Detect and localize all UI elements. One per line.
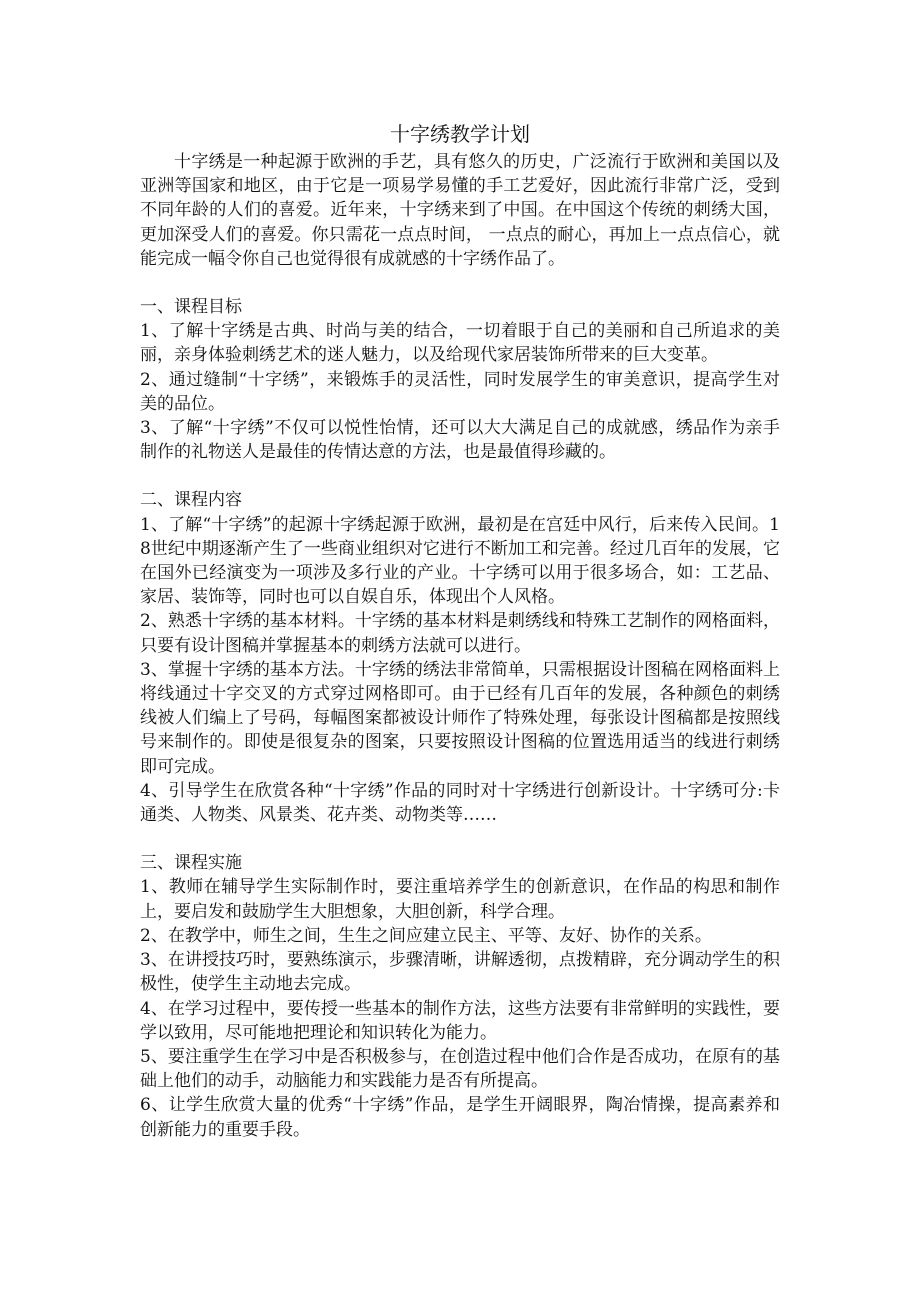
section-heading: 二、课程内容 [140,490,242,511]
document-title: 十字绣教学计划 [390,122,530,146]
list-item: 5、要注重学生在学习中是否积极参与，在创造过程中他们合作是否成功，在原有的基础上他们的动手，动脑能力和实践能力是否有所提高。 [140,1046,780,1092]
intro-paragraph: 十字绣是一种起源于欧洲的手艺，具有悠久的历史，广泛流行于欧洲和美国以及亚洲等国家和地区，由于它是一项易学易懂的手工艺爱好，因此流行非常广泛，受到不同年龄的人们的喜爱。近年来，十字绣来到了中国。在中国这个传统的刺绣大国，更加深受人们的喜爱。你只需花一点点时间， 一点点的耐心，再加上一点点信心，就能完成一幅令你自己也觉得很有成就感的十字绣作品了。 [140,152,780,269]
section-heading: 三、课程实施 [140,853,242,874]
list-item: 1、了解“十字绣”的起源十字绣起源于欧洲，最初是在宫廷中风行，后来传入民间。18世纪中期逐渐产生了一些商业组织对它进行不断加工和完善。经过几百年的发展，它在国外已经演变为一项涉及多行业的产业。十字绣可以用于很多场合，如：工艺品、家居、装饰等，同时也可以自娱自乐，体现出个人风格。 [140,514,780,608]
list-item: 1、教师在辅导学生实际制作时，要注重培养学生的创新意识，在作品的构思和制作上，要启发和鼓励学生大胆想象，大胆创新，科学合理。 [140,877,780,922]
list-item: 2、在教学中，师生之间，生生之间应建立民主、平等、友好、协作的关系。 [140,925,712,946]
section-spacer [140,271,780,295]
list-item: 2、通过缝制“十字绣”，来锻炼手的灵活性，同时发展学生的审美意识，提高学生对美的品位。 [140,369,780,414]
section-course-goals [140,295,780,464]
list-item: 3、了解“十字绣”不仅可以悦性怡情，还可以大大满足自己的成就感，绣品作为亲手制作的礼物送人是最佳的传情达意的方法，也是最值得珍藏的。 [140,418,780,463]
section-heading: 一、课程目标 [140,297,242,318]
section-course-content [140,488,780,827]
list-item: 4、在学习过程中，要传授一些基本的制作方法，这些方法要有非常鲜明的实践性，要学以致用，尽可能地把理论和知识转化为能力。 [140,998,780,1043]
list-item: 2、熟悉十字绣的基本材料。十字绣的基本材料是刺绣线和特殊工艺制作的网格面料，只要有设计图稿并掌握基本的刺绣方法就可以进行。 [140,611,780,656]
list-item: 3、在讲授技巧时，要熟练演示，步骤清晰，讲解透彻，点拨精辟，充分调动学生的积极性，使学生主动地去完成。 [140,950,780,995]
list-item: 3、掌握十字绣的基本方法。十字绣的绣法非常简单，只需根据设计图稿在网格面料上将线通过十字交叉的方式穿过网格即可。由于已经有几百年的发展，各种颜色的刺绣线被人们编上了号码，每幅图案都被设计师作了特殊处理，每张设计图稿都是按照线号来制作的。即使是很复杂的图案，只要按照设计图稿的位置选用适当的线进行刺绣即可完成。 [140,659,780,777]
section-spacer [140,464,780,488]
list-item: 6、让学生欣赏大量的优秀“十字绣”作品，是学生开阔眼界，陶冶情操，提高素养和创新能力的重要手段。 [140,1095,780,1140]
document-page [140,120,780,1142]
list-item: 1、了解十字绣是古典、时尚与美的结合，一切着眼于自己的美丽和自己所追求的美丽，亲身体验刺绣艺术的迷人魅力，以及给现代家居装饰所带来的巨大变革。 [140,321,780,366]
list-item: 4、引导学生在欣赏各种“十字绣”作品的同时对十字绣进行创新设计。十字绣可分:卡通类、人物类、风景类、花卉类、动物类等…… [140,780,780,826]
section-spacer [140,827,780,851]
section-course-implementation [140,851,780,1141]
